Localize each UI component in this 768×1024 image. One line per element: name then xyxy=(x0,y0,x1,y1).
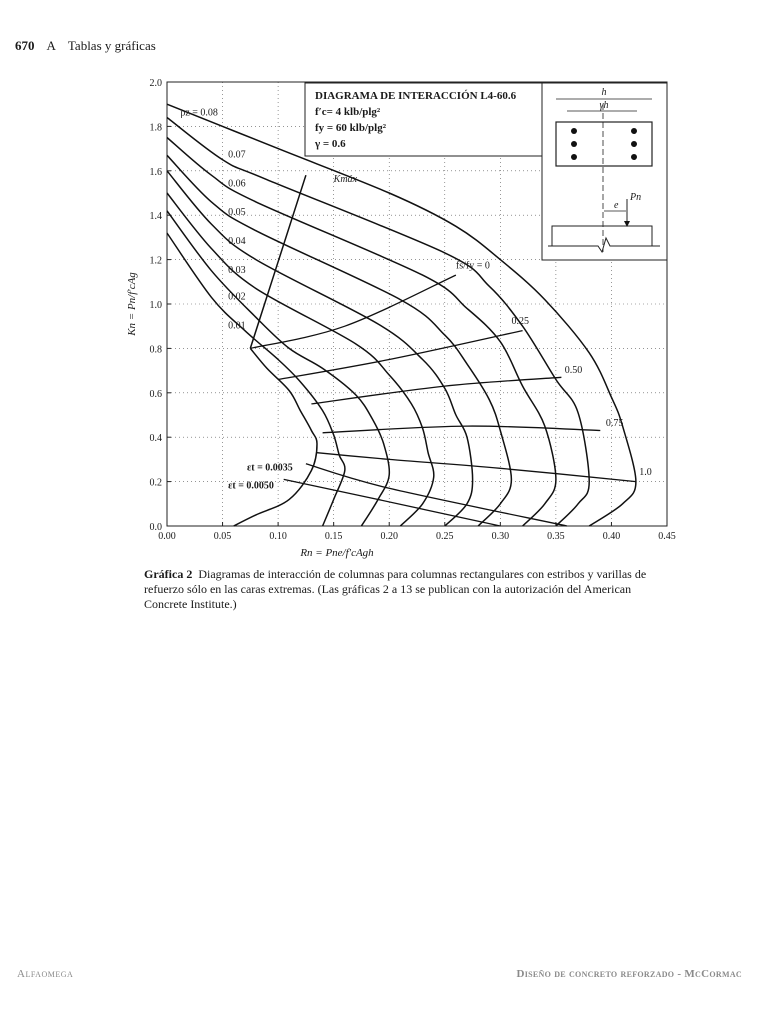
rho-label: 0.02 xyxy=(228,291,246,303)
x-tick-label: 0.10 xyxy=(269,531,287,542)
fs-fy-line xyxy=(323,426,601,433)
rho-label: 0.03 xyxy=(228,264,246,276)
kmax-label: Kmáx xyxy=(333,173,358,185)
rho-label: 0.05 xyxy=(228,207,246,219)
y-tick-label: 1.2 xyxy=(149,255,162,267)
y-tick-label: 1.8 xyxy=(149,122,162,134)
x-tick-label: 0.40 xyxy=(602,531,621,542)
rho-label: ρz = 0.08 xyxy=(180,107,218,119)
x-tick-label: 0.15 xyxy=(324,531,343,542)
rho-curve xyxy=(167,193,434,526)
y-tick-label: 0.6 xyxy=(149,388,162,400)
strain-label: εt = 0.0050 xyxy=(228,480,274,492)
chart-parameter: fy = 60 klb/plg² xyxy=(315,122,387,134)
rho-label: 0.06 xyxy=(228,178,246,190)
chart-title: DIAGRAMA DE INTERACCIÓN L4-60.6 xyxy=(315,90,517,102)
strain-label: εt = 0.0035 xyxy=(247,462,293,474)
footer-book-title: Diseño de concreto reforzado - McCormac xyxy=(516,968,742,980)
y-tick-label: 1.0 xyxy=(149,300,162,311)
fs-fy-line xyxy=(250,275,456,348)
fs-fy-label: 1.0 xyxy=(639,466,652,478)
x-tick-label: 0.35 xyxy=(547,531,565,542)
section-title: Tablas y gráficas xyxy=(67,38,156,53)
x-tick-label: 0.20 xyxy=(380,531,398,542)
y-tick-label: 1.6 xyxy=(149,166,162,178)
y-tick-label: 0.0 xyxy=(149,522,162,533)
rebar-dot xyxy=(631,141,637,147)
fs-fy-line xyxy=(311,377,561,404)
fs-fy-label: 0.50 xyxy=(564,364,583,376)
rho-label: 0.07 xyxy=(228,149,246,161)
fs-fy-label: fs/fy = 0 xyxy=(455,260,490,272)
inset-e-label: e xyxy=(614,200,619,211)
section-letter: A xyxy=(46,38,56,53)
y-tick-label: 2.0 xyxy=(149,78,162,89)
y-axis-label: Kn = Pn/f′cAg xyxy=(126,272,138,336)
x-tick-label: 0.30 xyxy=(491,531,510,542)
rho-curve xyxy=(167,155,511,526)
inset-pn-label: Pn xyxy=(630,192,642,203)
x-tick-label: 0.00 xyxy=(158,531,176,542)
fs-fy-label: 0.25 xyxy=(511,315,529,327)
footer-publisher: Alfaomega xyxy=(17,968,74,980)
page-number: 670 xyxy=(15,38,35,53)
rebar-dot xyxy=(571,141,577,147)
chart-parameter: γ = 0.6 xyxy=(315,138,346,150)
y-tick-label: 0.8 xyxy=(149,344,162,356)
strain-line xyxy=(306,464,567,526)
figure-caption xyxy=(144,567,664,612)
caption-text: Diagramas de interacción de columnas para columnas rectangulares con estribos y varillas de refuerzo sólo en las caras extremas. (Las gráficas 2 a 13 se publican con la autorización del American Concrete Institute.) xyxy=(144,567,647,611)
rebar-dot xyxy=(571,128,577,134)
rebar-dot xyxy=(571,154,577,160)
x-tick-label: 0.45 xyxy=(658,531,676,542)
inset-gamma-h-label: γh xyxy=(599,100,609,111)
y-tick-label: 0.2 xyxy=(149,477,162,489)
rebar-dot xyxy=(631,128,637,134)
x-tick-label: 0.05 xyxy=(213,531,232,542)
caption-label: Gráfica 2 xyxy=(144,567,193,581)
y-tick-label: 1.4 xyxy=(149,211,162,223)
inset-h-label: h xyxy=(601,87,607,98)
y-tick-label: 0.4 xyxy=(149,433,162,445)
fs-fy-label: 0.75 xyxy=(605,418,624,430)
x-axis-label: Rn = Pne/f′cAgh xyxy=(300,547,374,559)
rho-label: 0.04 xyxy=(228,236,246,248)
chart-parameter: f′c= 4 klb/plg² xyxy=(315,106,381,118)
rebar-dot xyxy=(631,154,637,160)
x-tick-label: 0.25 xyxy=(436,531,454,542)
rho-label: 0.01 xyxy=(228,320,246,332)
